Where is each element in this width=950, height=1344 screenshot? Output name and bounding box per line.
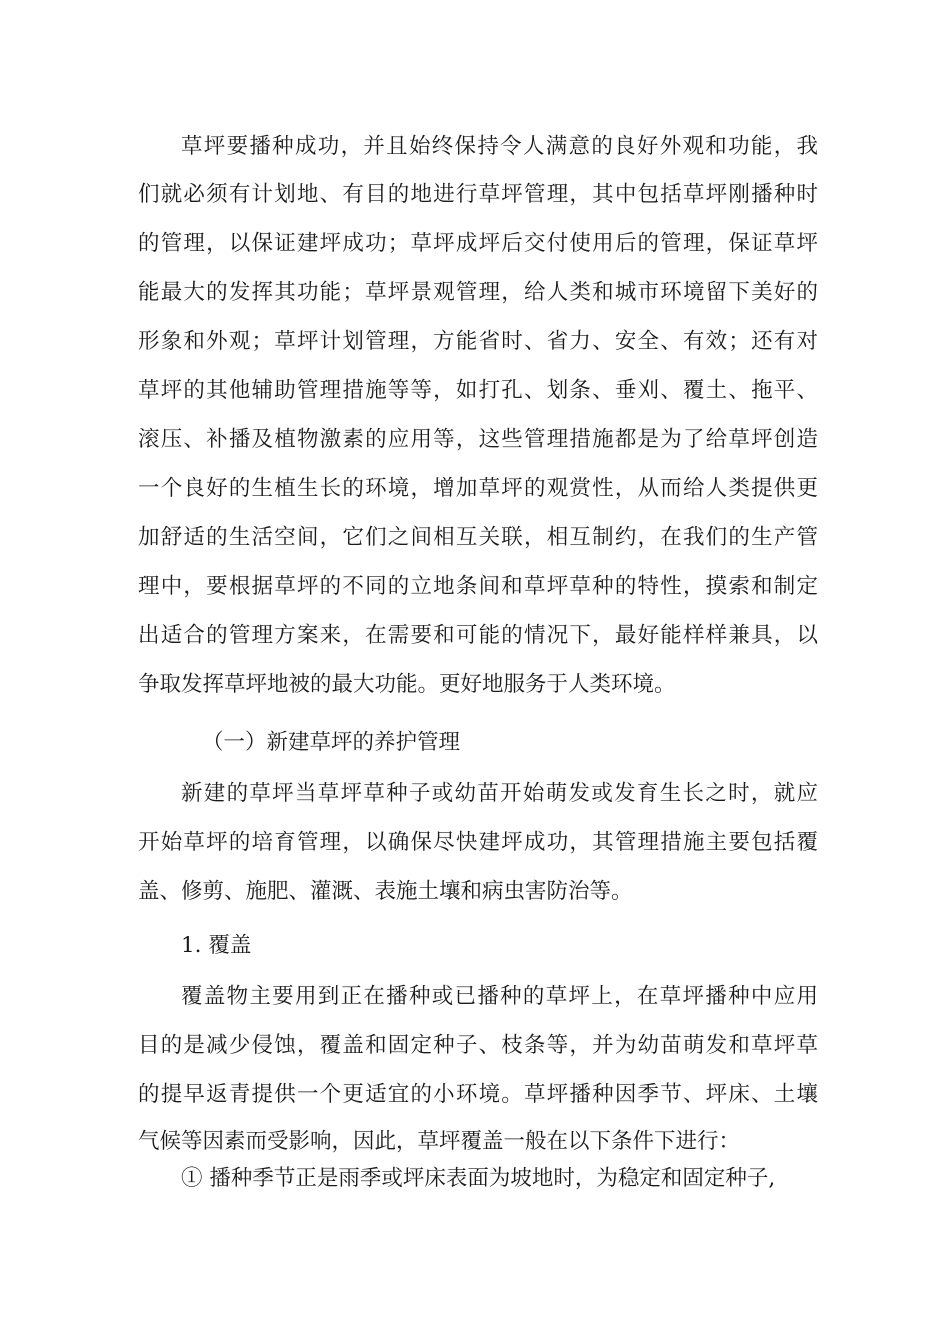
paragraph2-line: 盖、修剪、施肥、灌溉、表施土壤和病虫害防治等。	[138, 879, 633, 904]
list-item: ① 播种季节正是雨季或坪床表面为坡地时，为稳定和固定种子,	[181, 1166, 776, 1191]
paragraph2-line: 新建的草坪当草坪草种子或幼苗开始萌发或发育生长之时，就应	[181, 781, 818, 806]
paragraph3-line: 气候等因素而受影响，因此，草坪覆盖一般在以下条件下进行：	[138, 1129, 741, 1154]
paragraph1-line: 理中，要根据草坪的不同的立地条间和草坪草种的特性，摸索和制定	[138, 574, 818, 599]
paragraph3-line: 目的是减少侵蚀，覆盖和固定种子、枝条等，并为幼苗萌发和草坪草	[138, 1033, 818, 1058]
paragraph1-line: 草坪的其他辅助管理措施等等，如打孔、划条、垂刈、覆土、拖平、	[138, 378, 818, 403]
paragraph1-line: 争取发挥草坪地被的最大功能。更好地服务于人类环境。	[138, 672, 676, 697]
paragraph1-line: 出适合的管理方案来，在需要和可能的情况下，最好能样样兼具，以	[138, 623, 818, 648]
paragraph3-line: 覆盖物主要用到正在播种或已播种的草坪上，在草坪播种中应用	[181, 984, 818, 1009]
paragraph2-line: 开始草坪的培育管理，以确保尽快建坪成功，其管理措施主要包括覆	[138, 830, 818, 855]
subheading: 1. 覆盖	[181, 933, 252, 958]
paragraph1-line: 能最大的发挥其功能；草坪景观管理，给人类和城市环境留下美好的	[138, 280, 818, 305]
paragraph1-line: 们就必须有计划地、有目的地进行草坪管理，其中包括草坪刚播种时	[138, 182, 818, 207]
section-heading: （一）新建草坪的养护管理	[202, 730, 461, 755]
paragraph1-line: 加舒适的生活空间，它们之间相互关联，相互制约，在我们的生产管	[138, 525, 818, 550]
paragraph3-line: 的提早返青提供一个更适宜的小环境。草坪播种因季节、坪床、土壤	[138, 1082, 818, 1107]
paragraph1-line: 形象和外观；草坪计划管理，方能省时、省力、安全、有效；还有对	[138, 329, 818, 354]
paragraph1-line: 草坪要播种成功，并且始终保持令人满意的良好外观和功能，我	[181, 134, 818, 159]
paragraph1-line: 一个良好的生植生长的环境，增加草坪的观赏性，从而给人类提供更	[138, 476, 818, 501]
paragraph1-line: 的管理，以保证建坪成功；草坪成坪后交付使用后的管理，保证草坪	[138, 231, 818, 256]
paragraph1-line: 滚压、补播及植物激素的应用等，这些管理措施都是为了给草坪创造	[138, 427, 818, 452]
